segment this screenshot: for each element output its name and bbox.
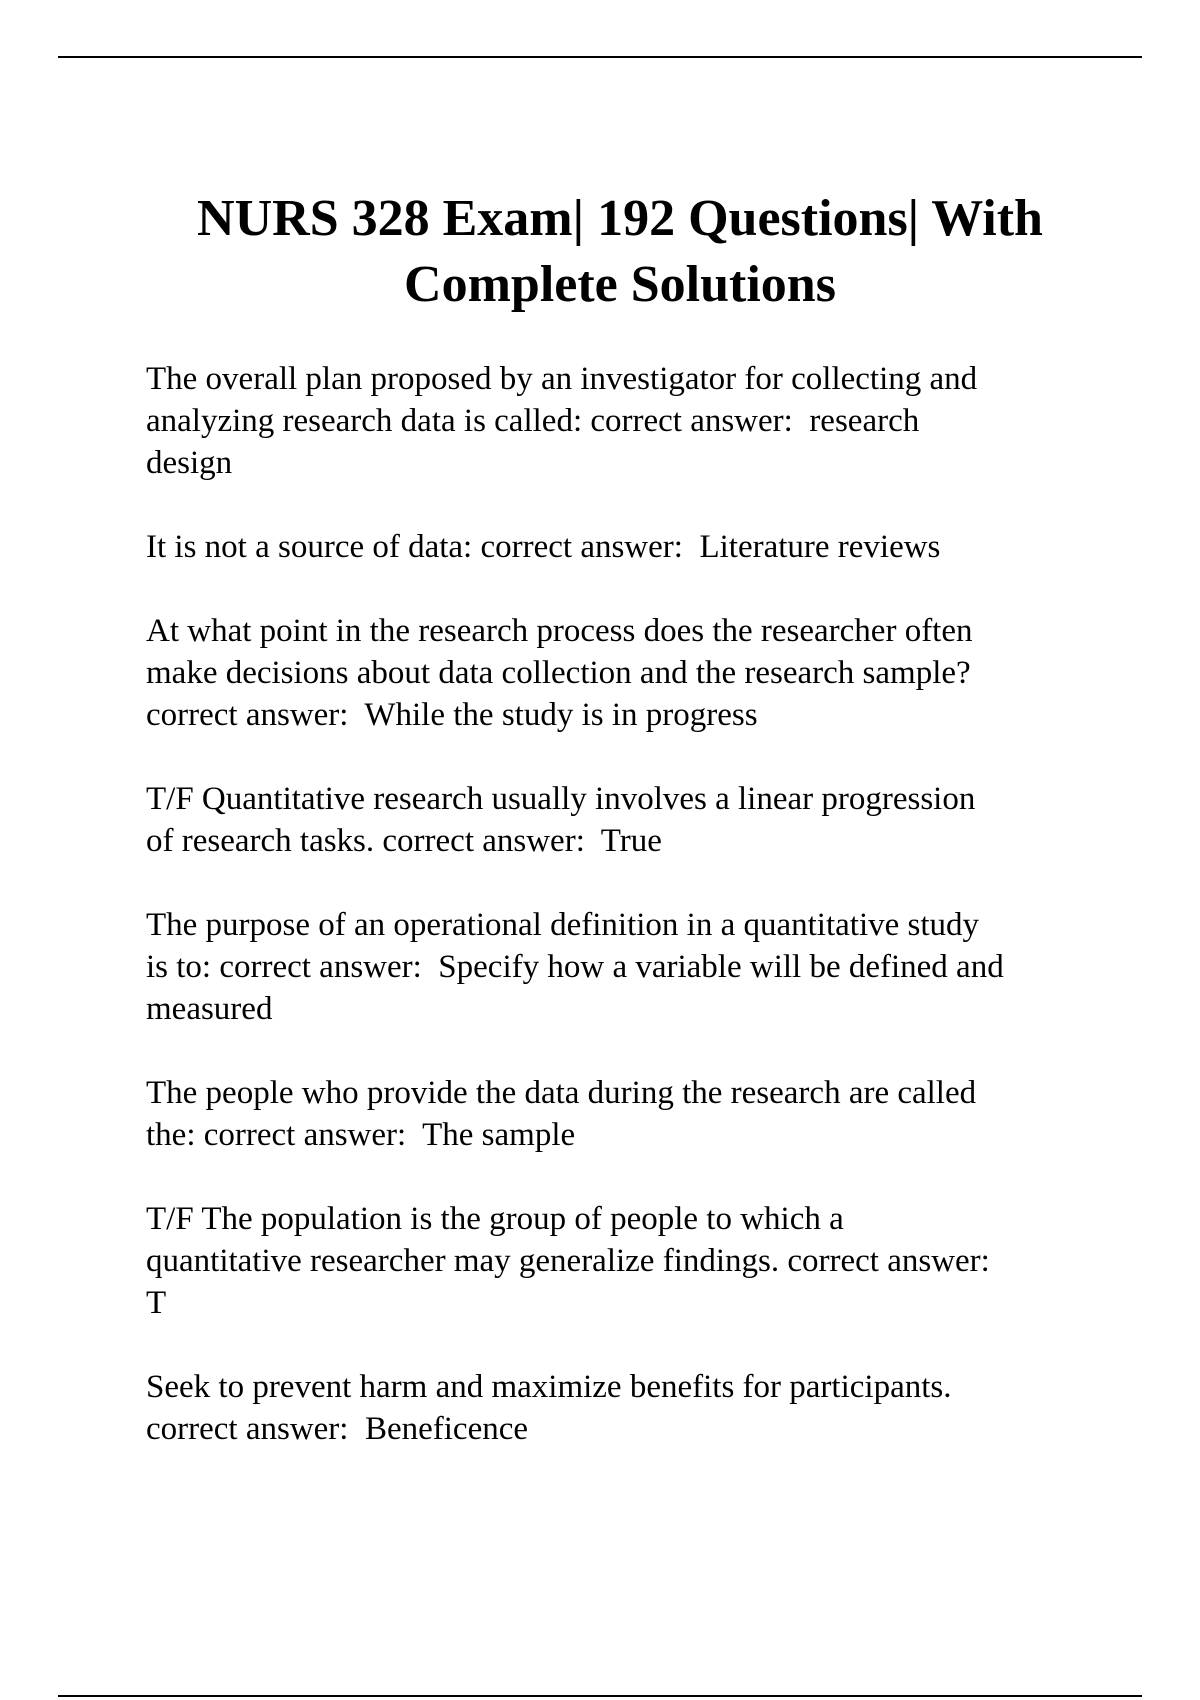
qa-line: T: [146, 1285, 167, 1321]
qa-item-2: [146, 526, 1106, 568]
qa-list: [146, 358, 1106, 1492]
qa-item-6: [146, 1072, 1106, 1156]
qa-line: It is not a source of data: correct answer: Literature reviews: [146, 529, 941, 565]
qa-line: is to: correct answer: Specify how a variable will be defined and: [146, 949, 1004, 985]
document-title: [100, 186, 1140, 318]
qa-line: correct answer: While the study is in progress: [146, 697, 758, 733]
qa-line: analyzing research data is called: correct answer: research: [146, 403, 920, 439]
top-divider: [58, 56, 1142, 58]
qa-line: The people who provide the data during the research are called: [146, 1075, 977, 1111]
qa-item-3: [146, 610, 1106, 736]
qa-line: of research tasks. correct answer: True: [146, 823, 662, 859]
qa-line: At what point in the research process does the researcher often: [146, 613, 973, 649]
qa-line: the: correct answer: The sample: [146, 1117, 576, 1153]
qa-line: make decisions about data collection and the research sample?: [146, 655, 971, 691]
qa-line: T/F Quantitative research usually involves a linear progression: [146, 781, 976, 817]
qa-item-5: [146, 904, 1106, 1030]
qa-item-8: [146, 1366, 1106, 1450]
bottom-divider: [58, 1695, 1142, 1697]
qa-item-1: [146, 358, 1106, 484]
qa-line: Seek to prevent harm and maximize benefits for participants.: [146, 1369, 952, 1405]
title-line-1: NURS 328 Exam| 192 Questions| With: [197, 190, 1043, 247]
qa-line: design: [146, 445, 233, 481]
qa-line: measured: [146, 991, 273, 1027]
qa-line: The overall plan proposed by an investigator for collecting and: [146, 361, 978, 397]
qa-line: The purpose of an operational definition in a quantitative study: [146, 907, 980, 943]
title-line-2: Complete Solutions: [404, 256, 836, 313]
qa-item-7: [146, 1198, 1106, 1324]
qa-line: correct answer: Beneficence: [146, 1411, 529, 1447]
qa-line: quantitative researcher may generalize findings. correct answer:: [146, 1243, 990, 1279]
qa-item-4: [146, 778, 1106, 862]
qa-line: T/F The population is the group of people to which a: [146, 1201, 844, 1237]
